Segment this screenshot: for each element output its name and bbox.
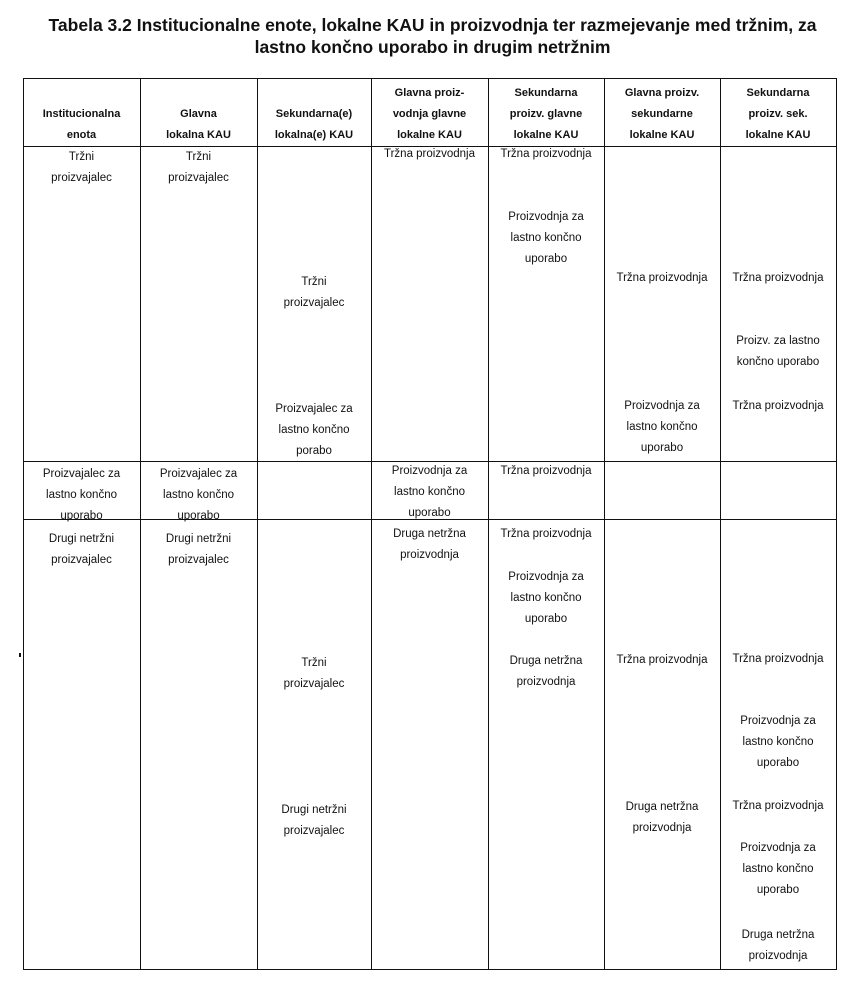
- cell-line: lastno končno: [46, 489, 117, 501]
- cell-line: Tržna proizvodnja: [732, 400, 824, 412]
- cell-line: proizv. glavne: [509, 108, 583, 120]
- table-cell-entry: [488, 651, 604, 693]
- cell-line: lokalne KAU: [745, 129, 811, 141]
- table-cell-entry: [371, 144, 488, 165]
- table-hline: [23, 969, 837, 970]
- scan-mark: [19, 653, 21, 657]
- cell-line: Druga netržna: [625, 801, 699, 813]
- cell-line: Tržna proizvodnja: [384, 148, 475, 160]
- cell-line: uporabo: [408, 507, 451, 519]
- cell-line: uporabo: [524, 613, 568, 625]
- column-header: [140, 104, 257, 146]
- table-cell-entry: [488, 144, 604, 165]
- cell-line: Tržna proizvodnja: [732, 653, 824, 665]
- title-line-1: Tabela 3.2 Institucionalne enote, lokalne KAU in proizvodnja ter razmejevanje med tržnim, za: [48, 15, 817, 35]
- cell-line: porabo: [296, 445, 332, 457]
- table-cell-entry: [488, 567, 604, 630]
- cell-line: Drugi netržni: [281, 804, 347, 816]
- cell-line: Tržna proizvodnja: [500, 528, 592, 540]
- cell-line: lastno končno: [394, 486, 465, 498]
- table-cell-entry: [604, 396, 720, 459]
- cell-line: Tržna proizvodnja: [500, 148, 592, 160]
- cell-line: uporabo: [60, 510, 103, 522]
- cell-line: Druga netržna: [509, 655, 583, 667]
- cell-line: lastno končno: [278, 424, 350, 436]
- table-cell-entry: [488, 524, 604, 545]
- table-cell-entry: [488, 207, 604, 270]
- table-cell-entry: [604, 268, 720, 289]
- cell-line: Tržni: [68, 151, 95, 163]
- cell-line: proizvajalec: [51, 172, 112, 184]
- cell-line: Proizvajalec za: [159, 468, 238, 480]
- column-header: [604, 83, 720, 146]
- cell-line: Druga netržna: [741, 929, 815, 941]
- table-vline: [836, 78, 837, 970]
- cell-line: enota: [66, 129, 97, 141]
- table-title: [0, 14, 865, 58]
- cell-line: proizvodnja: [748, 950, 808, 962]
- cell-line: lastno končno: [742, 863, 814, 875]
- cell-line: proizvodnja: [516, 676, 576, 688]
- table-vline: [720, 78, 721, 970]
- table-cell-entry: [720, 331, 836, 373]
- cell-line: Sekundarna: [514, 87, 578, 99]
- cell-line: lokalna(e) KAU: [274, 129, 354, 141]
- row-label-cell: [23, 147, 140, 189]
- cell-line: proizvajalec: [283, 678, 345, 690]
- cell-line: proizvajalec: [51, 554, 112, 566]
- cell-line: Sekundarna: [746, 87, 810, 99]
- column-header: [488, 83, 604, 146]
- cell-line: Tržna proizvodnja: [732, 800, 824, 812]
- row-label-cell: [140, 529, 257, 571]
- table-cell-entry: [720, 838, 836, 901]
- row-label-cell: [140, 464, 257, 527]
- cell-line: lokalna KAU: [166, 129, 231, 141]
- cell-line: Druga netržna: [393, 528, 466, 540]
- cell-line: sekundarne: [631, 108, 693, 120]
- cell-line: uporabo: [177, 510, 220, 522]
- cell-line: Tržna proizvodnja: [732, 272, 824, 284]
- cell-line: proizv. sek.: [748, 108, 808, 120]
- cell-line: Tržni: [301, 276, 327, 288]
- cell-line: Glavna proiz-: [394, 87, 465, 99]
- cell-line: Tržna proizvodnja: [500, 465, 592, 477]
- cell-line: končno uporabo: [736, 356, 820, 368]
- table-cell-entry: [604, 650, 720, 671]
- column-header: [257, 104, 371, 146]
- cell-line: lastno končno: [510, 592, 582, 604]
- cell-line: uporabo: [756, 884, 800, 896]
- cell-line: uporabo: [524, 253, 568, 265]
- row-label-cell: [23, 529, 140, 571]
- cell-line: Proizvodnja za: [624, 400, 700, 412]
- column-header: [720, 83, 836, 146]
- cell-line: proizvodnja: [632, 822, 692, 834]
- cell-line: lastno končno: [742, 736, 814, 748]
- cell-line: proizvajalec: [168, 554, 229, 566]
- table-cell-entry: [257, 272, 371, 314]
- cell-line: Proizvajalec za: [275, 403, 353, 415]
- cell-line: Glavna proizv.: [624, 87, 700, 99]
- table-cell-entry: [720, 396, 836, 417]
- cell-line: Proizv. za lastno: [736, 335, 820, 347]
- cell-line: lastno končno: [163, 489, 234, 501]
- cell-line: proizvajalec: [283, 297, 345, 309]
- cell-line: Proizvodnja za: [508, 571, 584, 583]
- cell-line: Proizvajalec za: [42, 468, 121, 480]
- cell-line: lastno končno: [510, 232, 582, 244]
- table-cell-entry: [720, 268, 836, 289]
- table-cell-entry: [720, 711, 836, 774]
- cell-line: lokalne KAU: [629, 129, 695, 141]
- cell-line: Proizvodnja za: [508, 211, 584, 223]
- table-cell-entry: [257, 800, 371, 842]
- table-cell-entry: [488, 461, 604, 482]
- cell-line: Glavna: [180, 108, 217, 120]
- cell-line: uporabo: [640, 442, 684, 454]
- cell-line: Tržni: [185, 151, 212, 163]
- cell-line: Drugi netržni: [48, 533, 115, 545]
- cell-line: lokalne KAU: [397, 129, 462, 141]
- cell-line: lokalne KAU: [513, 129, 579, 141]
- cell-line: Drugi netržni: [165, 533, 232, 545]
- table-cell-entry: [720, 649, 836, 670]
- cell-line: proizvodnja: [400, 549, 459, 561]
- table-cell-entry: [257, 653, 371, 695]
- table-cell-entry: [371, 524, 488, 566]
- row-label-cell: [140, 147, 257, 189]
- cell-line: Tržni: [301, 657, 327, 669]
- cell-line: Proizvodnja za: [740, 842, 816, 854]
- cell-line: Sekundarna(e): [275, 108, 353, 120]
- column-header: [371, 83, 488, 146]
- cell-line: Institucionalna: [42, 108, 121, 120]
- cell-line: vodnja glavne: [392, 108, 467, 120]
- cell-line: proizvajalec: [168, 172, 229, 184]
- table-cell-entry: [371, 461, 488, 524]
- cell-line: Proizvodnja za: [391, 465, 468, 477]
- table-cell-entry: [720, 796, 836, 817]
- cell-line: Tržna proizvodnja: [616, 654, 708, 666]
- table-cell-entry: [604, 797, 720, 839]
- table-cell-entry: [257, 399, 371, 462]
- cell-line: Proizvodnja za: [740, 715, 816, 727]
- row-label-cell: [23, 464, 140, 527]
- cell-line: Tržna proizvodnja: [616, 272, 708, 284]
- table-hline: [23, 78, 837, 79]
- table-cell-entry: [720, 925, 836, 967]
- title-line-2: lastno končno uporabo in drugim netržnim: [254, 37, 611, 57]
- cell-line: lastno končno: [626, 421, 698, 433]
- column-header: [23, 104, 140, 146]
- cell-line: proizvajalec: [283, 825, 345, 837]
- cell-line: uporabo: [756, 757, 800, 769]
